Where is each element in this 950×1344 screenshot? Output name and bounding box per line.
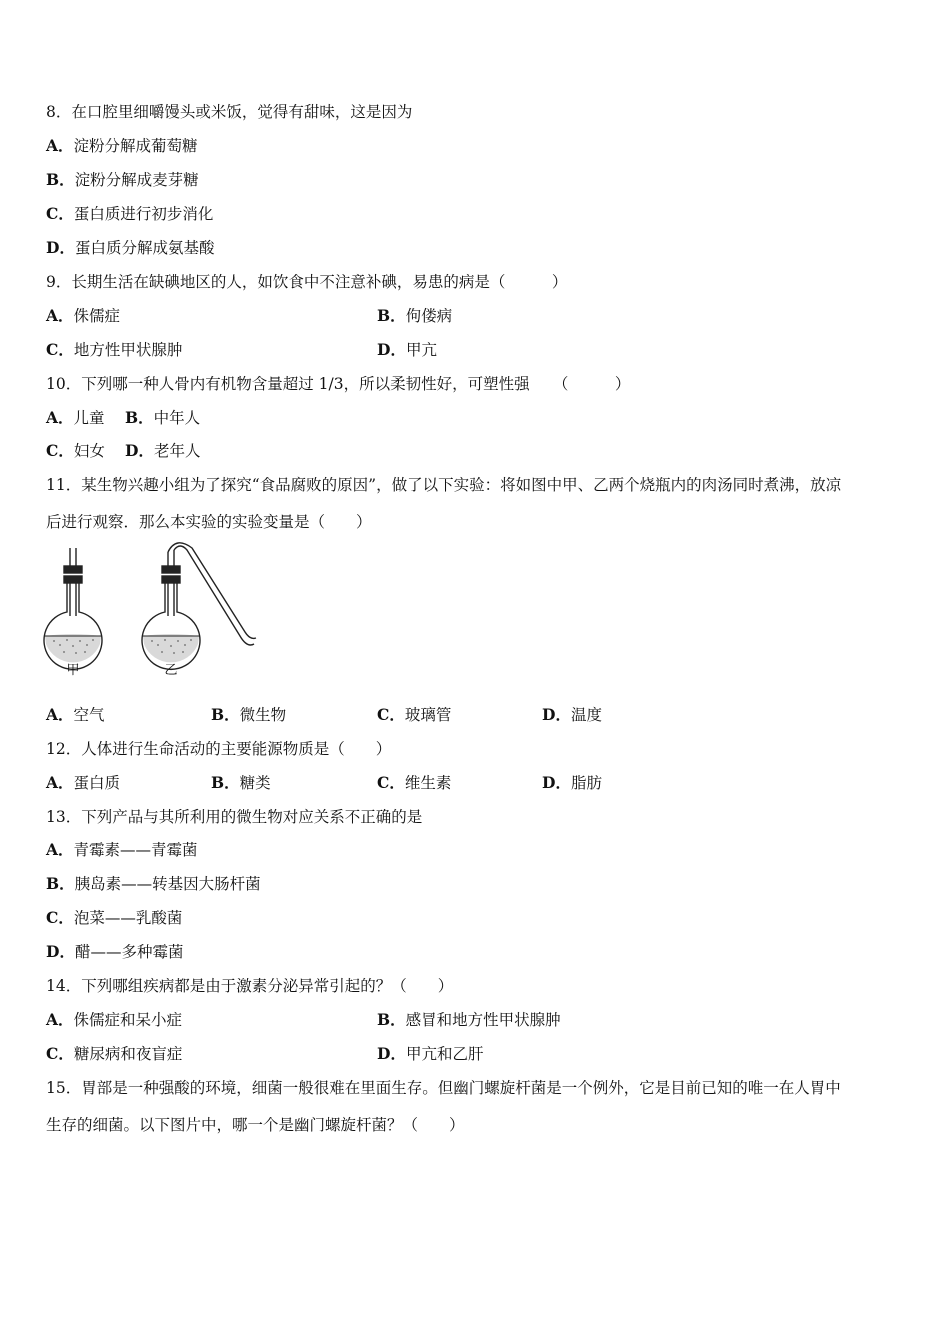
option-text: 地方性甲状腺肿 xyxy=(73,341,183,359)
q14-option-a[interactable] xyxy=(46,1010,182,1030)
option-text: 老年人 xyxy=(153,442,201,460)
option-label: B． xyxy=(377,306,406,325)
option-label: A． xyxy=(46,840,74,859)
option-text: 空气 xyxy=(73,706,105,724)
q11-option-b[interactable] xyxy=(211,705,286,725)
option-label: C． xyxy=(46,441,74,460)
option-label: B． xyxy=(211,773,240,792)
q12-stem: 12．人体进行生命活动的主要能源物质是（ ） xyxy=(46,740,392,758)
option-text: 醋——多种霉菌 xyxy=(74,943,184,961)
option-text: 感冒和地方性甲状腺肿 xyxy=(405,1011,561,1029)
option-text: 蛋白质 xyxy=(73,774,121,792)
q8-option-d[interactable] xyxy=(46,238,214,258)
option-label: D． xyxy=(542,705,571,724)
option-label: A． xyxy=(46,408,74,427)
option-label: A． xyxy=(46,136,74,155)
q10-option-c[interactable] xyxy=(46,441,105,461)
option-label: D． xyxy=(542,773,571,792)
option-label: C． xyxy=(46,204,74,223)
flask-experiment-figure xyxy=(40,540,270,682)
option-label: D． xyxy=(125,441,154,460)
option-text: 儿童 xyxy=(73,409,105,427)
option-label: A． xyxy=(46,1010,74,1029)
option-label: D． xyxy=(46,238,75,257)
q11-option-a[interactable] xyxy=(46,705,105,725)
option-label: B． xyxy=(377,1010,406,1029)
option-text: 温度 xyxy=(570,706,602,724)
q14-option-b[interactable] xyxy=(377,1010,561,1030)
q10-option-d[interactable] xyxy=(125,441,200,461)
option-text: 甲亢和乙肝 xyxy=(405,1045,484,1063)
q12-option-c[interactable] xyxy=(377,773,451,793)
option-text: 侏儒症 xyxy=(73,307,121,325)
q10-option-a[interactable] xyxy=(46,408,105,428)
q13-stem: 13．下列产品与其所利用的微生物对应关系不正确的是 xyxy=(46,808,423,826)
option-text: 微生物 xyxy=(239,706,287,724)
q14-option-d[interactable] xyxy=(377,1044,483,1064)
option-text: 侏儒症和呆小症 xyxy=(73,1011,183,1029)
option-text: 蛋白质进行初步消化 xyxy=(73,205,214,223)
q9-option-c[interactable] xyxy=(46,340,182,360)
flask-jia xyxy=(44,548,102,669)
option-label: D． xyxy=(377,340,406,359)
option-text: 甲亢 xyxy=(405,341,437,359)
q9-option-d[interactable] xyxy=(377,340,437,360)
q8-option-a[interactable] xyxy=(46,136,198,156)
q13-option-c[interactable] xyxy=(46,908,182,928)
q8-option-c[interactable] xyxy=(46,204,213,224)
option-text: 脂肪 xyxy=(570,774,602,792)
option-text: 青霉素——青霉菌 xyxy=(73,841,198,859)
option-label: C． xyxy=(377,705,405,724)
option-label: D． xyxy=(46,942,75,961)
option-label: B． xyxy=(211,705,240,724)
q9-stem: 9．长期生活在缺碘地区的人，如饮食中不注意补碘，易患的病是（ ） xyxy=(46,273,568,291)
q8-stem: 8．在口腔里细嚼馒头或米饭，觉得有甜味，这是因为 xyxy=(46,103,413,121)
option-text: 中年人 xyxy=(153,409,201,427)
q12-option-a[interactable] xyxy=(46,773,120,793)
option-label: B． xyxy=(125,408,154,427)
q13-option-d[interactable] xyxy=(46,942,183,962)
option-text: 蛋白质分解成氨基酸 xyxy=(74,239,215,257)
option-label: B． xyxy=(46,170,75,189)
option-text: 玻璃管 xyxy=(404,706,452,724)
q8-option-b[interactable] xyxy=(46,170,199,190)
q15-stem-line1: 15．胃部是一种强酸的环境，细菌一般很难在里面生存。但幽门螺旋杆菌是一个例外，它是目前已知的唯一在人胃中 xyxy=(46,1079,841,1097)
q14-option-c[interactable] xyxy=(46,1044,182,1064)
option-label: D． xyxy=(377,1044,406,1063)
q15-stem-line2: 生存的细菌。以下图片中，哪一个是幽门螺旋杆菌？（ ） xyxy=(46,1116,465,1134)
option-label: A． xyxy=(46,705,74,724)
flask-label-yi: 乙 xyxy=(164,663,178,678)
q14-stem: 14．下列哪组疾病都是由于激素分泌异常引起的？（ ） xyxy=(46,977,454,995)
option-text: 泡菜——乳酸菌 xyxy=(73,909,183,927)
option-label: C． xyxy=(377,773,405,792)
option-text: 妇女 xyxy=(73,442,105,460)
q13-option-b[interactable] xyxy=(46,874,261,894)
option-text: 淀粉分解成葡萄糖 xyxy=(73,137,198,155)
q13-option-a[interactable] xyxy=(46,840,198,860)
q10-option-b[interactable] xyxy=(125,408,200,428)
option-text: 糖尿病和夜盲症 xyxy=(73,1045,183,1063)
q11-option-c[interactable] xyxy=(377,705,451,725)
option-text: 胰岛素——转基因大肠杆菌 xyxy=(74,875,261,893)
q11-option-d[interactable] xyxy=(542,705,602,725)
q11-stem-line2: 后进行观察．那么本实验的实验变量是（ ） xyxy=(46,513,372,531)
flask-label-jia: 甲 xyxy=(66,663,80,678)
q9-option-b[interactable] xyxy=(377,306,452,326)
option-label: B． xyxy=(46,874,75,893)
option-label: C． xyxy=(46,908,74,927)
q12-option-b[interactable] xyxy=(211,773,271,793)
option-text: 佝偻病 xyxy=(405,307,453,325)
option-label: A． xyxy=(46,773,74,792)
option-label: A． xyxy=(46,306,74,325)
q12-option-d[interactable] xyxy=(542,773,602,793)
option-text: 糖类 xyxy=(239,774,271,792)
option-label: C． xyxy=(46,340,74,359)
option-text: 维生素 xyxy=(404,774,452,792)
q11-stem-line1: 11．某生物兴趣小组为了探究“食品腐败的原因”，做了以下实验：将如图中甲、乙两个烧瓶内的肉汤同时煮沸，放凉 xyxy=(46,476,842,494)
q9-option-a[interactable] xyxy=(46,306,120,326)
q10-stem: 10．下列哪一种人骨内有机物含量超过 1/3，所以柔韧性好，可塑性强 （ ） xyxy=(46,375,631,393)
flask-yi xyxy=(142,543,256,670)
option-text: 淀粉分解成麦芽糖 xyxy=(74,171,199,189)
option-label: C． xyxy=(46,1044,74,1063)
